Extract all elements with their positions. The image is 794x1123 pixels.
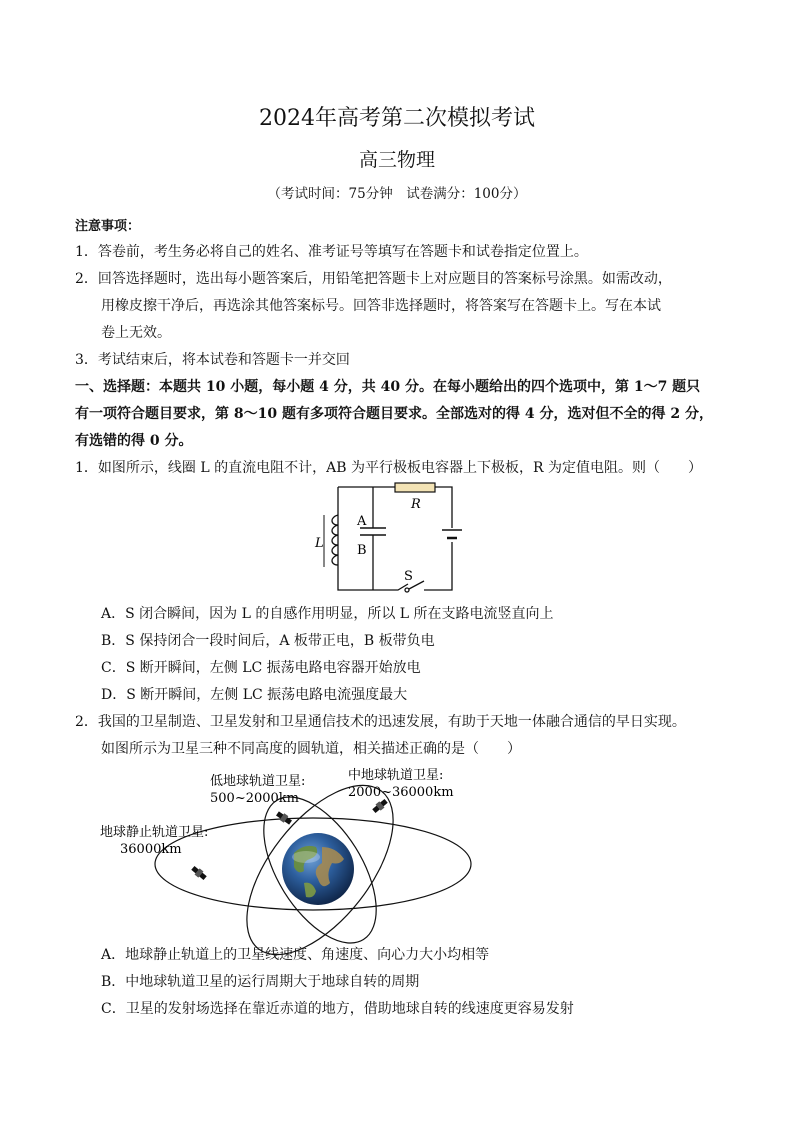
inductor-coil bbox=[332, 515, 338, 565]
q1-option-c: C．S 断开瞬间，左侧 LC 振荡电路电容器开始放电 bbox=[101, 660, 421, 676]
q1-option-d: D．S 断开瞬间，左侧 LC 振荡电路电流强度最大 bbox=[101, 687, 408, 703]
label-L: L bbox=[315, 536, 324, 551]
meo-satellite bbox=[371, 798, 388, 814]
section-1-line-1: 一、选择题：本题共 10 小题，每小题 4 分，共 40 分。在每小题给出的四个选项中，第 1～7 题只 bbox=[75, 379, 701, 395]
section-1-line-3: 有选错的得 0 分。 bbox=[75, 433, 193, 449]
notice-heading: 注意事项： bbox=[75, 219, 141, 234]
q1-option-b: B．S 保持闭合一段时间后，A 板带正电，B 板带负电 bbox=[101, 633, 435, 649]
resistor bbox=[395, 483, 435, 492]
geo-range: 36000km bbox=[120, 842, 182, 857]
q2-orbit-diagram bbox=[98, 765, 478, 945]
q2-option-b: B．中地球轨道卫星的运行周期大于地球自转的周期 bbox=[101, 974, 420, 990]
q2-option-a: A．地球静止轨道上的卫星线速度、角速度、向心力大小均相等 bbox=[101, 947, 490, 963]
exam-subject: 高三物理 bbox=[358, 149, 435, 171]
q2-stem-line-2: 如图所示为卫星三种不同高度的圆轨道，相关描述正确的是（ ） bbox=[101, 741, 521, 757]
q1-circuit-diagram bbox=[300, 480, 480, 600]
meo-range: 2000~36000km bbox=[348, 785, 454, 800]
notice-item-2-line-2: 用橡皮擦干净后，再选涂其他答案标号。回答非选择题时，将答案写在答题卡上。写在本试 bbox=[101, 298, 661, 314]
label-R: R bbox=[411, 497, 421, 512]
exam-info: （考试时间：75分钟 试卷满分：100分） bbox=[267, 186, 527, 202]
q2-option-c: C．卫星的发射场选择在靠近赤道的地方，借助地球自转的线速度更容易发射 bbox=[101, 1001, 574, 1017]
geo-label: 地球静止轨道卫星: bbox=[100, 825, 209, 840]
section-1-line-2: 有一项符合题目要求，第 8～10 题有多项符合题目要求。全部选对的得 4 分，选对但不全的得 2 分， bbox=[75, 406, 713, 422]
q1-stem: 1．如图所示，线圈 L 的直流电阻不计，AB 为平行极板电容器上下极板，R 为定值电阻。则（ ） bbox=[75, 460, 702, 476]
notice-item-1: 1．答卷前，考生务必将自己的姓名、准考证号等填写在答题卡和试卷指定位置上。 bbox=[75, 244, 588, 260]
notice-item-2-line-1: 2．回答选择题时，选出每小题答案后，用铅笔把答题卡上对应题目的答案标号涂黑。如需改动， bbox=[75, 271, 672, 287]
q1-option-a: A．S 闭合瞬间，因为 L 的自感作用明显，所以 L 所在支路电流竖直向上 bbox=[101, 606, 554, 622]
earth-image bbox=[282, 833, 354, 905]
label-B: B bbox=[357, 543, 367, 558]
geo-satellite bbox=[190, 865, 207, 881]
meo-label: 中地球轨道卫星: bbox=[348, 768, 444, 783]
label-A: A bbox=[357, 514, 367, 529]
leo-range: 500~2000km bbox=[210, 791, 299, 806]
notice-item-2-line-3: 卷上无效。 bbox=[101, 325, 171, 341]
switch-contact-left bbox=[405, 588, 409, 592]
leo-label: 低地球轨道卫星: bbox=[210, 774, 306, 789]
notice-item-3: 3．考试结束后，将本试卷和答题卡一并交回 bbox=[75, 352, 350, 368]
exam-title: 2024年高考第二次模拟考试 bbox=[259, 106, 535, 131]
q2-stem-line-1: 2．我国的卫星制造、卫星发射和卫星通信技术的迅速发展，有助于天地一体融合通信的早日实现。 bbox=[75, 714, 686, 730]
label-S: S bbox=[404, 569, 413, 584]
